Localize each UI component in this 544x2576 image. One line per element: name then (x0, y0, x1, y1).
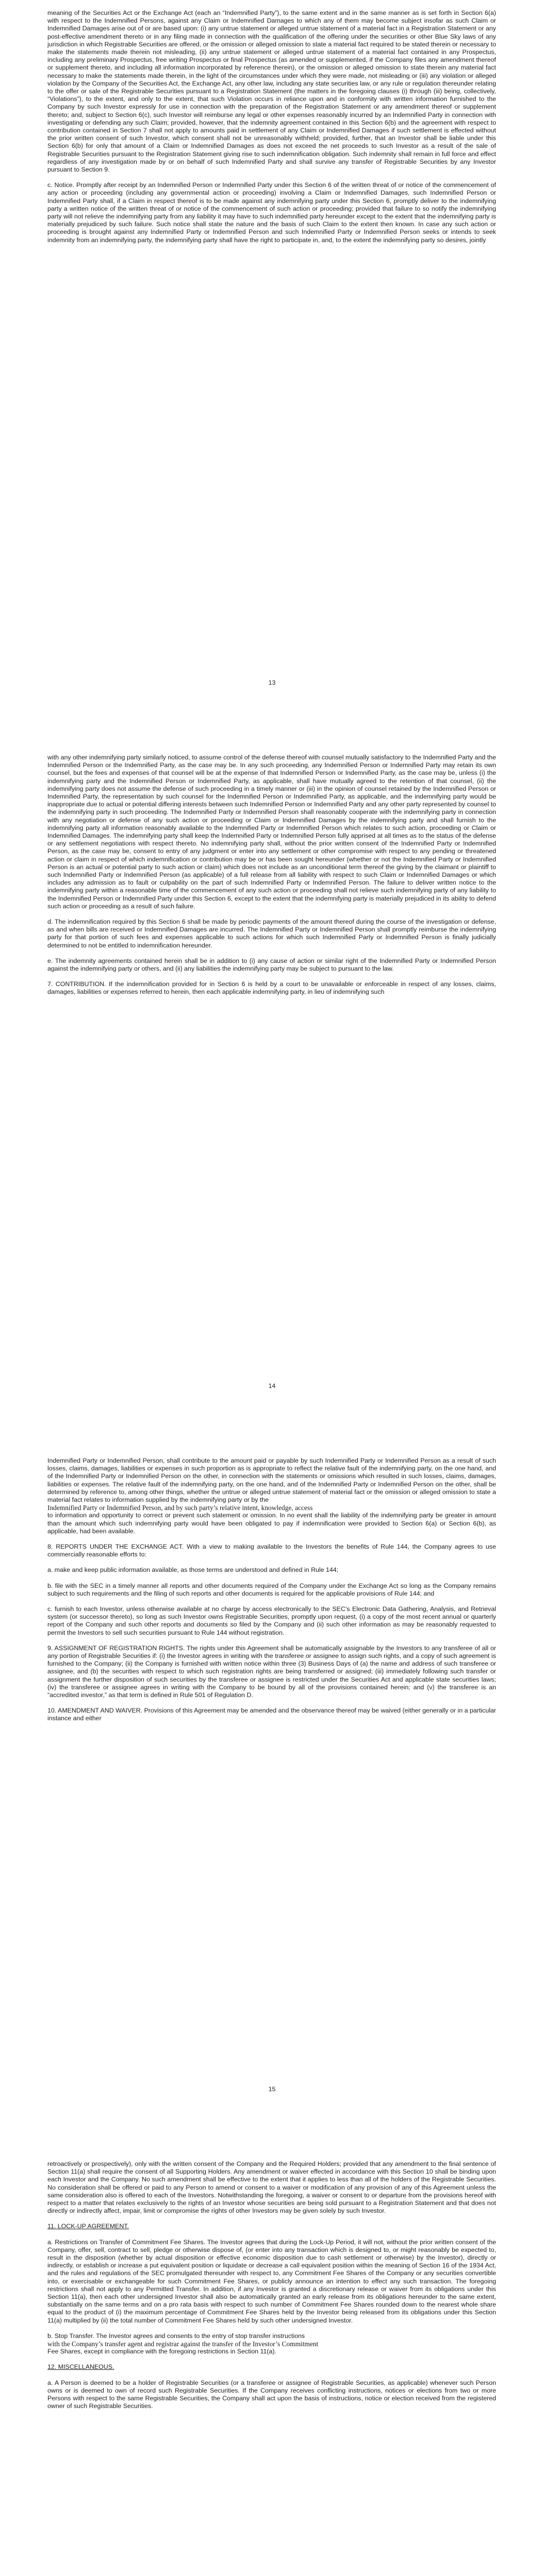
section-10-amendment: 10. AMENDMENT AND WAIVER. Provisions of this Agreement may be amended and the observance thereof may be waived (either generally or in a particular instance and either (47, 1707, 496, 1722)
section-12-miscellaneous: 12. MISCELLANEOUS. (47, 2363, 114, 2371)
paragraph-11a: a. Restrictions on Transfer of Commitment Fee Shares. The Investor agrees that during the Lock-Up Period, it will not, without the prior written consent of the Company, offer, sell, contract to sell, pledge or otherwise dispose of, (or enter into any transaction which is designed to, or might reasonably be expected to, result in the disposition (whether by actual disposition or effective economic disposition due to cash settlement or otherwise) by the Investor), directly or indirectly, or establish or increase a put equivalent position or liquidate or decrease a call equivalent position within the meaning of Section 16 of the 1934 Act, and the rules and regulations of the SEC promulgated thereunder with respect to, any Commitment Fee Shares of the Company or any securities convertible into, or exercisable or exchangeable for such Commitment Fee Shares, or publicly announce an intention to effect any such transaction. The foregoing restrictions shall not apply to any Permitted Transfer. In addition, if any Investor is granted a discretionary release or waiver from its obligations under this Section 11(a), then each other undersigned Investor shall also be automatically granted an early release from its obligations hereunder to the same extent, substantially on the same terms and on a pro rata basis with respect to such number of Commitment Fee Shares rounded down to the nearest whole share equal to the product of (i) the maximum percentage of Commitment Fee Shares held by the Investor being released from its obligations under this Section 11(a) multiplied by (ii) the total number of Commitment Fee Shares held by such other undersigned Investor. (47, 2238, 496, 2324)
page-15-body (47, 1457, 496, 1731)
paragraph-8c: c. furnish to each Investor, unless otherwise available at no charge by access electronically to the SEC’s Electronic Data Gathering, Analysis, and Retrieval system (or successor thereto), so long as such Investor owns Registrable Securities, promptly upon request, (i) a copy of the most recent annual or quarterly report of the Company and such other reports and documents so filed by the Company and (ii) such other information as may be reasonably requested to permit the Investors to sell such securities pursuant to Rule 144 without registration. (47, 1605, 496, 1636)
paragraph-serif-line: with the Company’s transfer agent and registrar against the transfer of the Investor’s Commitment (47, 2340, 319, 2348)
paragraph-e: e. The indemnity agreements contained herein shall be in addition to (i) any cause of action or similar right of the Indemnified Party or Indemnified Person against the indemnifying party or others, and (ii) any liabilities the indemnifying party may be subject to pursuant to the law. (47, 957, 496, 973)
page-13-body (47, 9, 496, 252)
section-9-assignment: 9. ASSIGNMENT OF REGISTRATION RIGHTS. The rights under this Agreement shall be automatically assignable by the Investors to any transferee of all or any portion of Registrable Securities if: (i) the Investor agrees in writing with the transferee or assignee to assign such rights, and a copy of such agreement is furnished to the Company; (ii) the Company is furnished with written notice within three (3) Business Days of (a) the name and address of such transferee or assignee, and (b) the securities with respect to which such registration rights are being transferred or assigned; (iii) immediately following such transfer or assignment the further disposition of such securities by the transferee or assignee is restricted under the Securities Act and applicable state securities laws; (iv) the transferee or assignee agrees in writing with the Company to be bound by all of the provisions contained herein; and (v) the transferee is an “accredited investor,” as that term is defined in Rule 501 of Regulation D. (47, 1644, 496, 1699)
paragraph: Indemnified Party or Indemnified Person, shall contribute to the amount paid or payable by such Indemnified Party or Indemnified Person as a result of such losses, claims, damages, liabilities or expenses in such proportion as is appropriate to reflect the relative fault of the indemnifying party, on the one hand, and of the Indemnified Party or Indemnified Person on the other, in connection with the statements or omissions which resulted in such losses, claims, damages, liabilities or expenses. The relative fault of the indemnifying party, on the one hand, and of the Indemnified Party or Indemnified Person on the other, shall be determined by reference to, among other things, whether the untrue or alleged untrue statement of material fact or the omission or alleged omission to state a material fact relates to information supplied by the indemnifying party or by the (47, 1457, 496, 1504)
section-7-contribution: 7. CONTRIBUTION. If the indemnification provided for in Section 6 is held by a court to be unavailable or enforceable in respect of any losses, claims, damages, liabilities or expenses referred to herein, then each applicable indemnifying party, in lieu of indemnifying such (47, 980, 496, 996)
paragraph: with any other indemnifying party similarly noticed, to assume control of the defense thereof with counsel mutually satisfactory to the Indemnified Party and the Indemnified Person or the Indemnified Party, as the case may be. In any such proceeding, any Indemnified Person or Indemnified Party may retain its own counsel, but the fees and expenses of that counsel will be at the expense of that Indemnified Person or Indemnified Party, as the case may be, unless (i) the indemnifying party and the Indemnified Person or Indemnified Party, as applicable, shall have mutually agreed to the retention of that counsel, (ii) the indemnifying party does not assume the defense of such proceeding in a timely manner or (iii) in the opinion of counsel retained by the Indemnified Person or Indemnified Party, the representation by such counsel for the Indemnified Person or Indemnified Party, as applicable, and the indemnifying party would be inappropriate due to actual or potential differing interests between such Indemnified Person or Indemnified Party and any other party represented by counsel to the indemnifying party in such proceeding. The Indemnified Party or Indemnified Person shall reasonably cooperate with the indemnifying party in connection with any negotiation or defense of any such action or proceeding or Claim or Indemnified Damages by the indemnifying party and shall furnish to the indemnifying party all information reasonably available to the Indemnified Party or Indemnified Person which relates to such action, proceeding or Claim or Indemnified Damages. The indemnifying party shall keep the Indemnified Party or Indemnified Person fully apprised at all times as to the status of the defense or any settlement negotiations with respect thereto. No indemnifying party shall, without the prior written consent of the Indemnified Party or Indemnified Person, as the case may be, consent to entry of any judgment or enter into any settlement or other compromise with respect to any pending or threatened action or claim in respect of which indemnification or contribution may be or has been sought hereunder (whether or not the Indemnified Party or Indemnified Person is an actual or potential party to such action or claim) which does not include as an unconditional term thereof the giving by the claimant or plaintiff to such Indemnified Party or Indemnified Person (as applicable) of a full release from all liability with respect to such Claim or Indemnified Damages or which includes any admission as to fault or culpability on the part of such Indemnified Party or Indemnified Person. The failure to deliver written notice to the indemnifying party within a reasonable time of the commencement of any such action or proceeding shall not relieve such indemnifying party of any liability to the Indemnified Person or Indemnified Party under this Section 6, except to the extent that the indemnifying party is materially prejudiced in its ability to defend such action or proceeding as a result of such failure. (47, 754, 496, 910)
page-number: 15 (268, 2086, 276, 2093)
paragraph-11b-end: Fee Shares, except in compliance with the foregoing restrictions in Section 11(a). (47, 2348, 276, 2355)
section-11-lock-up: 11. LOCK-UP AGREEMENT. (47, 2223, 129, 2230)
page-number: 13 (268, 679, 276, 686)
document-page-14 (0, 703, 544, 1406)
paragraph: meaning of the Securities Act or the Exchange Act (each an “Indemnified Party”), to the same extent and in the same manner as is set forth in Section 6(a) with respect to the Indemnified Persons, against any Claim or Indemnified Damages to which any of them may become subject insofar as such Claim or Indemnified Damages arise out of or are based upon: (i) any untrue statement or alleged untrue statement of a material fact in a Registration Statement or any post-effective amendment thereto or in any filing made in connection with the qualification of the offering under the securities or other Blue Sky laws of any jurisdiction in which Registrable Securities are offered, or the omission or alleged omission to state a material fact required to be stated therein or necessary to make the statements made therein not misleading, (ii) any untrue statement or alleged untrue statement of a material fact contained in any Prospectus, including any preliminary Prospectus, free writing Prospectus or final Prospectus (as amended or supplemented, if the Company files any amendment thereof or supplement thereto, and including all information incorporated by reference therein), or the omission or alleged omission to state therein any material fact necessary to make the statements made therein, in the light of the circumstances under which they were made, not misleading or (iii) any violation or alleged violation by the Company of the Securities Act, the Exchange Act, any other law, including any state securities law, or any rule or regulation thereunder relating to the offer or sale of the Registrable Securities pursuant to a Registration Statement (the matters in the foregoing clauses (i) through (iii) being, collectively, “Violations”), to the extent, and only to the extent, that such Violation occurs in reliance upon and in conformity with written information furnished to the Company by such Investor expressly for use in connection with the preparation of the Registration Statement or any amendment thereof or supplement thereto; and, subject to Section 6(c), such Investor will reimburse any legal or other expenses reasonably incurred by an Indemnified Party in connection with investigating or defending any such Claim; provided, however, that the indemnity agreement contained in this Section 6(b) and the agreement with respect to contribution contained in Section 7 shall not apply to amounts paid in settlement of any Claim or Indemnified Damages if such settlement is effected without the prior written consent of such Investor, which consent shall not be unreasonably withheld; provided, further, that an Investor shall be liable under this Section 6(b) for only that amount of a Claim or Indemnified Damages as does not exceed the net proceeds to such Investor as a result of the sale of Registrable Securities pursuant to the Registration Statement giving rise to such indemnification obligation. Such indemnity shall remain in full force and effect regardless of any investigation made by or on behalf of such Indemnified Party and shall survive any transfer of Registrable Securities by any Investor pursuant to Section 9. (47, 9, 496, 174)
paragraph-notice: c. Notice. Promptly after receipt by an Indemnified Person or Indemnified Party under this Section 6 of the written threat of or notice of the commencement of any action or proceeding (including any governmental action or proceeding) involving a Claim or Indemnified Damages, such Indemnified Person or Indemnified Party shall, if a Claim in respect thereof is to be made against any indemnifying party under this Section 6, promptly deliver to the indemnifying party a written notice of the written threat of or notice of the commencement of such action or proceeding; provided that failure to so notify the indemnifying party will not relieve the indemnifying party from any liability it may have to such indemnified party hereunder except to the extent that the indemnifying party is materially prejudiced by such failure. Such notice shall state the nature and the basis of such Claim to the extent then known. In case any such action or proceeding is brought against any Indemnified Party or Indemnified Person and such Indemnified Party or Indemnified Person seeks or intends to seek indemnity from an indemnifying party, the indemnifying party shall have the right to participate in, and, to the extent the indemnifying party so desires, jointly (47, 181, 496, 244)
document-page-13 (0, 0, 544, 703)
paragraph-8b: b. file with the SEC in a timely manner all reports and other documents required of the Company under the Exchange Act so long as the Company remains subject to such requirements and the filing of such reports and other documents is required for the applicable provisions of Rule 144; and (47, 1582, 496, 1597)
paragraph: retroactively or prospectively), only with the written consent of the Company and the Required Holders; provided that any amendment to the final sentence of Section 11(a) shall require the consent of all Supporting Holders. Any amendment or waiver effected in accordance with this Section 10 shall be binding upon each Investor and the Company. No such amendment shall be effective to the extent that it applies to less than all of the holders of the Registrable Securities. No consideration shall be offered or paid to any Person to amend or consent to a waiver or modification of any provision of any of this Agreement unless the same consideration also is offered to each of the Investors. Notwithstanding the foregoing, a waiver or consent to or departure from the provisions hereof with respect to a matter that relates exclusively to the rights of an Investor whose securities are being sold pursuant to a Registration Statement and that does not directly or indirectly affect, impair, limit or compromise the rights of other Investors may be given solely by such Investor. (47, 2160, 496, 2215)
paragraph-d: d. The indemnification required by this Section 6 shall be made by periodic payments of the amount thereof during the course of the investigation or defense, as and when bills are received or Indemnified Damages are incurred. The Indemnified Party or Indemnified Person shall promptly reimburse the indemnifying party for that portion of such fees and expenses applicable to such actions for which such Indemnified Party or Indemnified Person is finally judicially determined to not be entitled to indemnification hereunder. (47, 918, 496, 949)
page-14-body (47, 754, 496, 1004)
document-page-15 (0, 1406, 544, 2110)
paragraph-12a: a. A Person is deemed to be a holder of Registrable Securities (or a transferee or assignee of Registrable Securities, as applicable) whenever such Person owns or is deemed to own of record such Registrable Securities. If the Company receives conflicting instructions, notices or elections from two or more Persons with respect to the same Registrable Securities, the Company shall act upon the basis of instructions, notice or election received from the registered owner of such Registrable Securities. (47, 2379, 496, 2410)
paragraph-11b: b. Stop Transfer. The Investor agrees and consents to the entry of stop transfer instructions (47, 2332, 305, 2340)
page-16-body (47, 2160, 496, 2418)
section-8-reports: 8. REPORTS UNDER THE EXCHANGE ACT. With a view to making available to the Investors the benefits of Rule 144, the Company agrees to use commercially reasonable efforts to: (47, 1543, 496, 1558)
paragraph-8a: a. make and keep public information available, as those terms are understood and defined in Rule 144; (47, 1566, 339, 1574)
paragraph-serif-line: Indemnified Party or Indemnified Person, and by such party’s relative intent, knowledge, access (47, 1504, 313, 1512)
page-number: 14 (268, 1382, 276, 1389)
document-page-16 (0, 2110, 544, 2576)
paragraph: to information and opportunity to correct or prevent such statement or omission. In no event shall the liability of the indemnifying party be greater in amount than the amount which such indemnifying party would have been obligated to pay if indemnification were provided to Section 6(a) or Section 6(b), as applicable, had been available. (47, 1512, 496, 1535)
